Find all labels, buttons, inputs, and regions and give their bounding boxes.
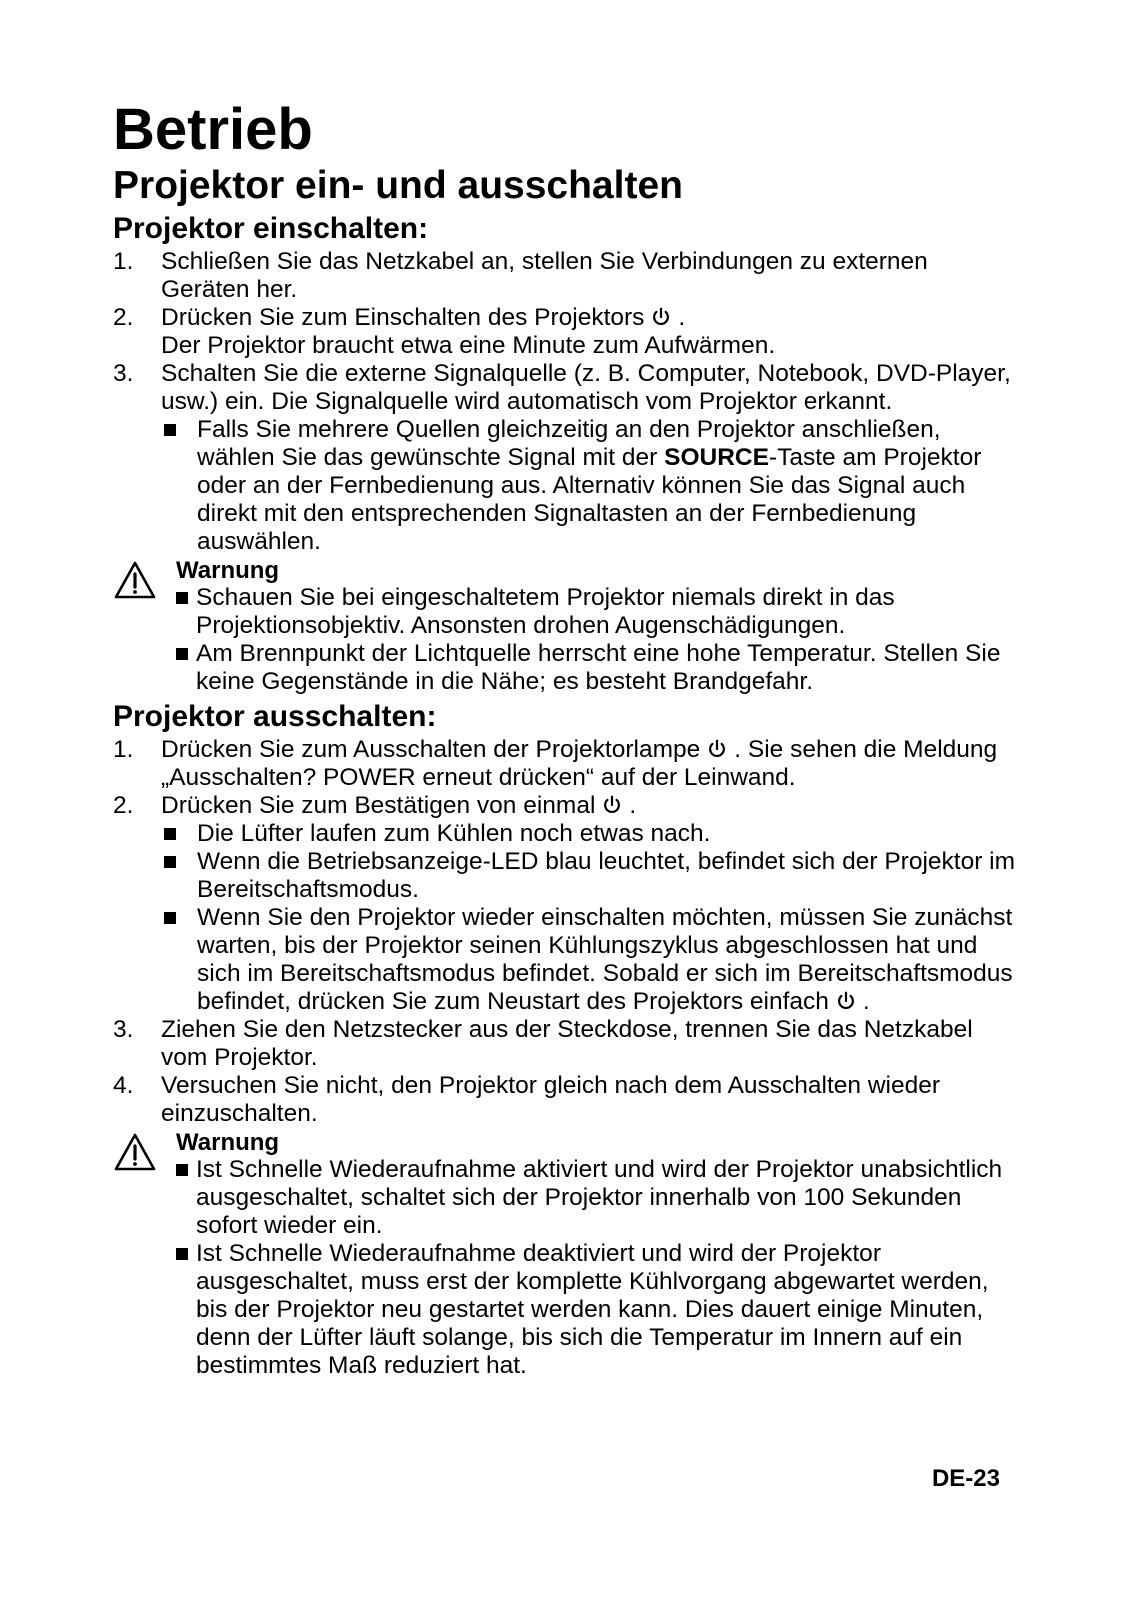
bullet-square-icon xyxy=(176,1248,188,1260)
bullet-square-icon xyxy=(164,856,176,868)
warning-triangle-icon xyxy=(113,560,157,600)
step-number: 1. xyxy=(113,248,134,275)
warning-title: Warnung xyxy=(176,1129,280,1156)
step-number: 2. xyxy=(113,304,134,331)
bullet-square-icon xyxy=(164,828,176,840)
step-text: . Sie sehen die Meldung „Ausschalten? POWER erneut drücken“ auf der Leinwand. xyxy=(161,736,998,791)
power-icon xyxy=(650,305,672,329)
warning-box xyxy=(113,558,1023,696)
bullet-item xyxy=(113,848,1023,904)
list-item xyxy=(113,248,1023,304)
warning-title: Warnung xyxy=(176,557,280,584)
warning-triangle-icon xyxy=(113,1132,157,1172)
bullet-text: . xyxy=(862,988,870,1015)
heading-power-on: Projektor einschalten: xyxy=(113,212,429,245)
bullet-text: -Taste am Projektor oder an der Fernbedienung aus. Alternativ können Sie das Signal auch direkt mit den entsprechenden Signaltasten an der Fernbedienung auswählen. xyxy=(197,444,982,555)
bullet-text: Wenn Sie den Projektor wieder einschalten möchten, müssen Sie zunächst warten, bis der Projektor seinen Kühlungszyklus abgeschlossen hat und sich im Bereitschaftsmodus befindet. Sobald er sich im Bereitschaftsmodus befindet, drücken Sie zum Neustart des Projektors einfach xyxy=(197,904,1013,1015)
bullet-item xyxy=(113,416,1023,556)
step-number: 4. xyxy=(113,1072,134,1099)
list-item xyxy=(113,304,1023,360)
list-item xyxy=(113,1016,1023,1072)
warning-item xyxy=(176,640,1023,696)
warning-item xyxy=(176,1240,1023,1380)
power-icon xyxy=(601,793,623,817)
step-number: 1. xyxy=(113,736,134,763)
bullet-text: Wenn die Betriebsanzeige-LED blau leuchtet, befindet sich der Projektor im Bereitschaftsmodus. xyxy=(197,848,1016,903)
power-icon xyxy=(835,989,857,1013)
warning-text: Ist Schnelle Wiederaufnahme deaktiviert und wird der Projektor ausgeschaltet, muss erst der komplette Kühlvorgang abgewartet werden, bis der Projektor neu gestartet werden kann. Dies dauert einige Minuten, denn der Lüfter läuft solange, bis sich die Temperatur im Innern auf ein bestimmtes Maß reduziert hat. xyxy=(196,1240,989,1379)
list-item xyxy=(113,792,1023,820)
bullet-square-icon xyxy=(176,648,188,660)
step-text: Drücken Sie zum Bestätigen von einmal xyxy=(161,792,596,819)
step-number: 3. xyxy=(113,1016,134,1043)
section-title: Projektor ein- und ausschalten xyxy=(113,164,683,207)
bullet-square-icon xyxy=(176,1164,188,1176)
step-text: . xyxy=(629,792,637,819)
step-text: Ziehen Sie den Netzstecker aus der Steckdose, trennen Sie das Netzkabel vom Projektor. xyxy=(161,1016,973,1071)
source-key-label: SOURCE xyxy=(664,444,769,471)
bullet-square-icon xyxy=(164,912,176,924)
step-text: Drücken Sie zum Einschalten des Projektors xyxy=(161,304,645,331)
bullet-item xyxy=(113,820,1023,848)
manual-page xyxy=(113,98,1023,1380)
bullet-square-icon xyxy=(164,424,176,436)
warning-text: Am Brennpunkt der Lichtquelle herrscht eine hohe Temperatur. Stellen Sie keine Gegenstände in die Nähe; es besteht Brandgefahr. xyxy=(196,640,1001,695)
step-text: Der Projektor braucht etwa eine Minute zum Aufwärmen. xyxy=(161,332,776,359)
bullet-item xyxy=(113,904,1023,1016)
warning-box xyxy=(113,1130,1023,1380)
warning-text: Schauen Sie bei eingeschaltetem Projektor niemals direkt in das Projektionsobjektiv. Ansonsten drohen Augenschädigungen. xyxy=(196,584,895,639)
step-text: Schließen Sie das Netzkabel an, stellen Sie Verbindungen zu externen Geräten her. xyxy=(161,248,928,303)
step-number: 3. xyxy=(113,360,134,387)
list-item xyxy=(113,736,1023,792)
list-item xyxy=(113,360,1023,416)
step-text: Schalten Sie die externe Signalquelle (z. B. Computer, Notebook, DVD-Player, usw.) ein. Die Signalquelle wird automatisch vom Projektor erkannt. xyxy=(161,360,1011,415)
bullet-text: Die Lüfter laufen zum Kühlen noch etwas nach. xyxy=(197,820,711,847)
bullet-text: Falls Sie mehrere Quellen gleichzeitig an den Projektor anschließen, wählen Sie das gewünschte Signal mit der xyxy=(197,416,941,471)
warning-item xyxy=(176,1156,1023,1240)
warning-item xyxy=(176,584,1023,640)
warning-text: Ist Schnelle Wiederaufnahme aktiviert und wird der Projektor unabsichtlich ausgeschaltet, schaltet sich der Projektor innerhalb von 100 Sekunden sofort wieder ein. xyxy=(196,1156,1003,1239)
step-text: Drücken Sie zum Ausschalten der Projektorlampe xyxy=(161,736,701,763)
page-title: Betrieb xyxy=(113,97,313,162)
page-number: DE-23 xyxy=(931,1465,1000,1492)
step-number: 2. xyxy=(113,792,134,819)
step-text: . xyxy=(678,304,686,331)
power-icon xyxy=(706,737,728,761)
list-item xyxy=(113,1072,1023,1128)
step-text: Versuchen Sie nicht, den Projektor gleich nach dem Ausschalten wieder einzuschalten. xyxy=(161,1072,941,1127)
bullet-square-icon xyxy=(176,592,188,604)
heading-power-off: Projektor ausschalten: xyxy=(113,700,437,733)
